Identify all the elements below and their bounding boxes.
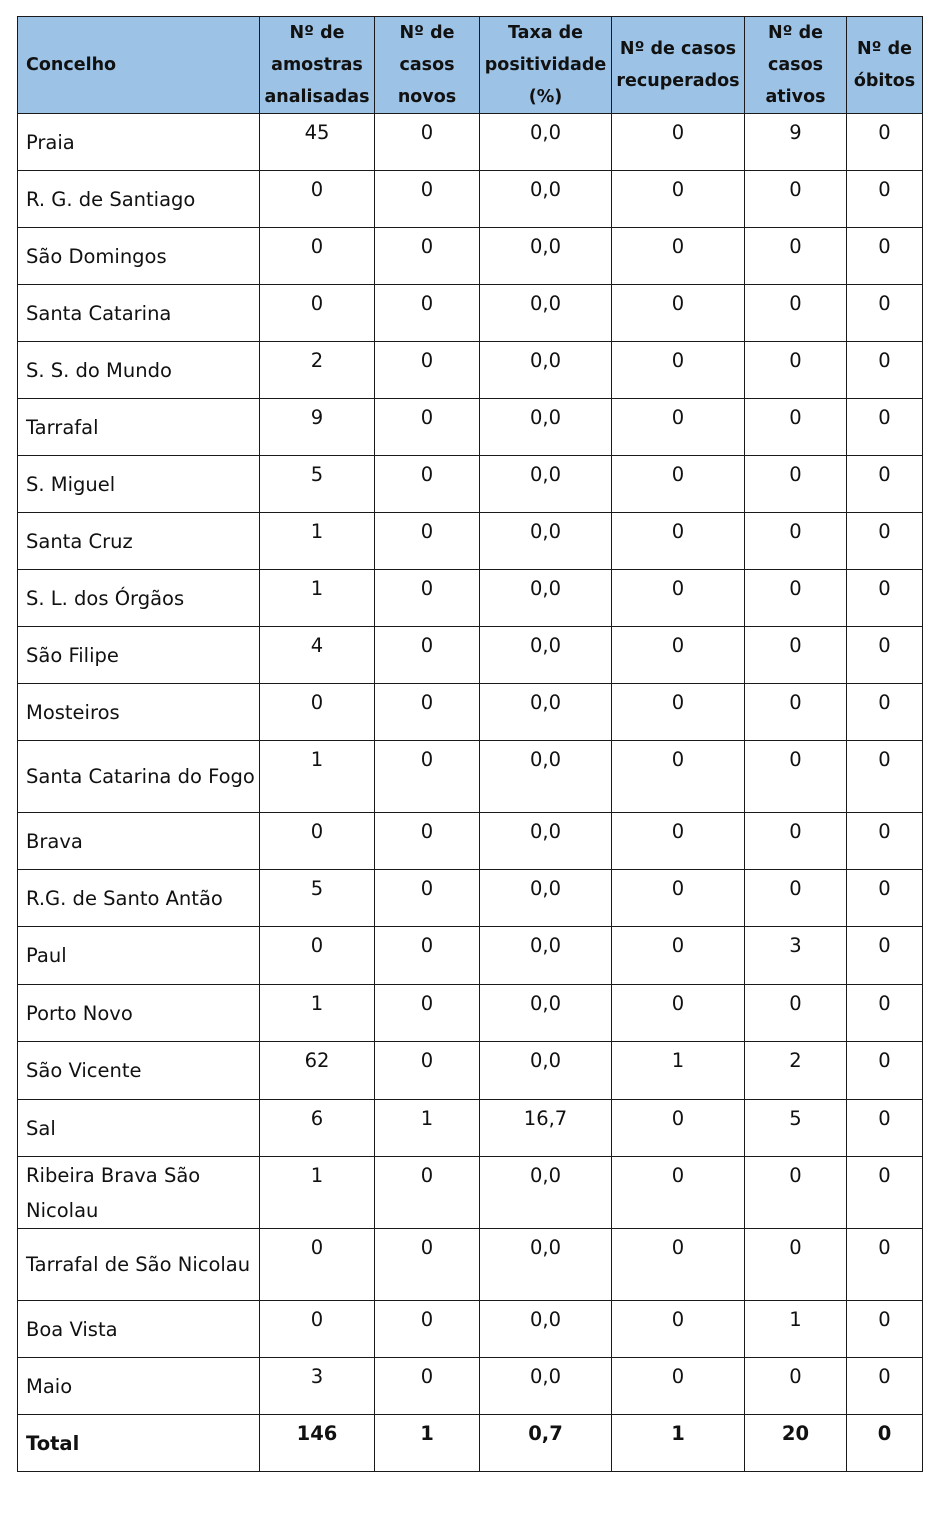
cell-amostras: 5: [260, 870, 375, 927]
cell-amostras: 1: [260, 570, 375, 627]
header-row: [18, 17, 923, 114]
cell-ativos: 0: [745, 228, 847, 285]
table-row: [18, 1229, 923, 1301]
cell-obitos: 0: [847, 1042, 923, 1100]
cell-novos: 0: [375, 171, 480, 228]
covid-stats-table: [17, 16, 923, 1472]
cell-ativos: 0: [745, 1157, 847, 1229]
cell-obitos: 0: [847, 1157, 923, 1229]
cell-concelho: Mosteiros: [18, 684, 260, 741]
cell-concelho: Ribeira Brava São Nicolau: [18, 1157, 260, 1229]
table-row: [18, 1042, 923, 1100]
cell-novos: 1: [375, 1100, 480, 1157]
cell-concelho: Praia: [18, 114, 260, 171]
cell-recuperados: 0: [612, 1100, 745, 1157]
cell-concelho: Sal: [18, 1100, 260, 1157]
cell-obitos: 0: [847, 684, 923, 741]
cell-amostras: 0: [260, 813, 375, 870]
cell-taxa: 0,0: [480, 813, 612, 870]
cell-novos: 0: [375, 627, 480, 684]
cell-concelho: R. G. de Santiago: [18, 171, 260, 228]
cell-amostras: 146: [260, 1415, 375, 1472]
cell-taxa: 0,0: [480, 927, 612, 985]
cell-recuperados: 0: [612, 684, 745, 741]
cell-ativos: 2: [745, 1042, 847, 1100]
cell-ativos: 0: [745, 1229, 847, 1301]
cell-obitos: 0: [847, 627, 923, 684]
table-row: [18, 1358, 923, 1415]
cell-obitos: 0: [847, 513, 923, 570]
cell-taxa: 0,0: [480, 1157, 612, 1229]
cell-amostras: 45: [260, 114, 375, 171]
table-row: [18, 513, 923, 570]
cell-amostras: 1: [260, 985, 375, 1042]
cell-amostras: 1: [260, 741, 375, 813]
cell-concelho: Santa Catarina: [18, 285, 260, 342]
cell-recuperados: 0: [612, 285, 745, 342]
cell-ativos: 0: [745, 342, 847, 399]
cell-recuperados: 0: [612, 1157, 745, 1229]
cell-novos: 0: [375, 114, 480, 171]
cell-novos: 0: [375, 342, 480, 399]
cell-ativos: 9: [745, 114, 847, 171]
cell-concelho: São Vicente: [18, 1042, 260, 1100]
cell-ativos: 20: [745, 1415, 847, 1472]
table-body: [18, 114, 923, 1472]
table-row: [18, 456, 923, 513]
cell-novos: 0: [375, 985, 480, 1042]
table-row: [18, 342, 923, 399]
cell-concelho: R.G. de Santo Antão: [18, 870, 260, 927]
cell-concelho: Porto Novo: [18, 985, 260, 1042]
table-row: [18, 228, 923, 285]
cell-ativos: 0: [745, 570, 847, 627]
cell-amostras: 3: [260, 1358, 375, 1415]
cell-obitos: 0: [847, 985, 923, 1042]
cell-novos: 0: [375, 1157, 480, 1229]
cell-recuperados: 0: [612, 456, 745, 513]
cell-obitos: 0: [847, 813, 923, 870]
cell-taxa: 0,7: [480, 1415, 612, 1472]
cell-ativos: 0: [745, 171, 847, 228]
cell-recuperados: 0: [612, 228, 745, 285]
cell-taxa: 0,0: [480, 684, 612, 741]
cell-novos: 0: [375, 741, 480, 813]
header-obitos: Nº de óbitos: [847, 17, 923, 114]
cell-ativos: 0: [745, 684, 847, 741]
cell-amostras: 1: [260, 513, 375, 570]
table-row: [18, 870, 923, 927]
cell-recuperados: 0: [612, 114, 745, 171]
cell-novos: 0: [375, 399, 480, 456]
cell-taxa: 0,0: [480, 570, 612, 627]
cell-concelho: Santa Cruz: [18, 513, 260, 570]
cell-novos: 0: [375, 570, 480, 627]
cell-concelho: São Filipe: [18, 627, 260, 684]
cell-concelho: Paul: [18, 927, 260, 985]
cell-obitos: 0: [847, 456, 923, 513]
cell-recuperados: 0: [612, 1301, 745, 1358]
cell-amostras: 5: [260, 456, 375, 513]
cell-amostras: 62: [260, 1042, 375, 1100]
cell-taxa: 0,0: [480, 399, 612, 456]
table-row: [18, 813, 923, 870]
cell-concelho: S. S. do Mundo: [18, 342, 260, 399]
table-header: [18, 17, 923, 114]
header-taxa-positividade: Taxa de positividade (%): [480, 17, 612, 114]
table-row: [18, 114, 923, 171]
cell-recuperados: 0: [612, 399, 745, 456]
cell-amostras: 4: [260, 627, 375, 684]
cell-amostras: 0: [260, 1229, 375, 1301]
header-casos-novos: Nº de casos novos: [375, 17, 480, 114]
cell-taxa: 0,0: [480, 171, 612, 228]
cell-ativos: 0: [745, 285, 847, 342]
cell-recuperados: 0: [612, 927, 745, 985]
table-row: [18, 1157, 923, 1229]
cell-ativos: 5: [745, 1100, 847, 1157]
cell-taxa: 0,0: [480, 1358, 612, 1415]
cell-obitos: 0: [847, 1100, 923, 1157]
cell-ativos: 0: [745, 870, 847, 927]
cell-amostras: 0: [260, 171, 375, 228]
cell-recuperados: 0: [612, 813, 745, 870]
cell-recuperados: 0: [612, 570, 745, 627]
cell-taxa: 0,0: [480, 513, 612, 570]
cell-obitos: 0: [847, 228, 923, 285]
cell-novos: 0: [375, 813, 480, 870]
cell-obitos: 0: [847, 1415, 923, 1472]
cell-obitos: 0: [847, 399, 923, 456]
cell-recuperados: 0: [612, 1229, 745, 1301]
cell-recuperados: 1: [612, 1042, 745, 1100]
cell-taxa: 0,0: [480, 285, 612, 342]
cell-taxa: 0,0: [480, 342, 612, 399]
cell-novos: 0: [375, 228, 480, 285]
cell-concelho: Tarrafal: [18, 399, 260, 456]
cell-ativos: 3: [745, 927, 847, 985]
cell-ativos: 0: [745, 741, 847, 813]
cell-amostras: 6: [260, 1100, 375, 1157]
cell-recuperados: 0: [612, 513, 745, 570]
cell-obitos: 0: [847, 171, 923, 228]
cell-concelho: Tarrafal de São Nicolau: [18, 1229, 260, 1301]
cell-novos: 0: [375, 870, 480, 927]
cell-novos: 0: [375, 1042, 480, 1100]
cell-concelho: São Domingos: [18, 228, 260, 285]
cell-novos: 0: [375, 285, 480, 342]
cell-concelho: Total: [18, 1415, 260, 1472]
cell-amostras: 0: [260, 228, 375, 285]
cell-obitos: 0: [847, 741, 923, 813]
cell-novos: 0: [375, 456, 480, 513]
table-row: [18, 399, 923, 456]
cell-amostras: 2: [260, 342, 375, 399]
cell-amostras: 0: [260, 285, 375, 342]
cell-taxa: 0,0: [480, 985, 612, 1042]
cell-ativos: 0: [745, 813, 847, 870]
cell-taxa: 0,0: [480, 870, 612, 927]
cell-amostras: 0: [260, 684, 375, 741]
cell-concelho: S. Miguel: [18, 456, 260, 513]
cell-taxa: 0,0: [480, 1229, 612, 1301]
cell-ativos: 0: [745, 1358, 847, 1415]
cell-concelho: Brava: [18, 813, 260, 870]
cell-novos: 0: [375, 513, 480, 570]
cell-obitos: 0: [847, 1301, 923, 1358]
total-row: [18, 1415, 923, 1472]
cell-ativos: 0: [745, 627, 847, 684]
cell-novos: 0: [375, 684, 480, 741]
cell-recuperados: 0: [612, 627, 745, 684]
table-row: [18, 927, 923, 985]
header-casos-recuperados: Nº de casos recuperados: [612, 17, 745, 114]
cell-recuperados: 0: [612, 741, 745, 813]
cell-novos: 0: [375, 1358, 480, 1415]
cell-ativos: 0: [745, 985, 847, 1042]
cell-taxa: 0,0: [480, 741, 612, 813]
cell-taxa: 16,7: [480, 1100, 612, 1157]
cell-obitos: 0: [847, 1229, 923, 1301]
cell-taxa: 0,0: [480, 1301, 612, 1358]
table-row: [18, 985, 923, 1042]
cell-novos: 0: [375, 1301, 480, 1358]
cell-novos: 1: [375, 1415, 480, 1472]
cell-amostras: 1: [260, 1157, 375, 1229]
header-casos-ativos: Nº de casos ativos: [745, 17, 847, 114]
table-row: [18, 1100, 923, 1157]
table-row: [18, 684, 923, 741]
header-amostras: Nº de amostras analisadas: [260, 17, 375, 114]
table-row: [18, 570, 923, 627]
cell-taxa: 0,0: [480, 1042, 612, 1100]
cell-obitos: 0: [847, 1358, 923, 1415]
table-row: [18, 1301, 923, 1358]
cell-ativos: 0: [745, 456, 847, 513]
table-row: [18, 171, 923, 228]
cell-recuperados: 1: [612, 1415, 745, 1472]
cell-obitos: 0: [847, 570, 923, 627]
cell-recuperados: 0: [612, 870, 745, 927]
cell-obitos: 0: [847, 870, 923, 927]
cell-concelho: Maio: [18, 1358, 260, 1415]
table-row: [18, 741, 923, 813]
table-row: [18, 285, 923, 342]
cell-obitos: 0: [847, 114, 923, 171]
cell-amostras: 9: [260, 399, 375, 456]
cell-ativos: 0: [745, 513, 847, 570]
cell-ativos: 0: [745, 399, 847, 456]
cell-novos: 0: [375, 1229, 480, 1301]
cell-recuperados: 0: [612, 342, 745, 399]
cell-recuperados: 0: [612, 985, 745, 1042]
cell-recuperados: 0: [612, 171, 745, 228]
cell-obitos: 0: [847, 285, 923, 342]
cell-recuperados: 0: [612, 1358, 745, 1415]
cell-taxa: 0,0: [480, 114, 612, 171]
cell-concelho: S. L. dos Órgãos: [18, 570, 260, 627]
cell-ativos: 1: [745, 1301, 847, 1358]
cell-taxa: 0,0: [480, 456, 612, 513]
cell-obitos: 0: [847, 927, 923, 985]
cell-taxa: 0,0: [480, 228, 612, 285]
cell-concelho: Santa Catarina do Fogo: [18, 741, 260, 813]
cell-concelho: Boa Vista: [18, 1301, 260, 1358]
cell-obitos: 0: [847, 342, 923, 399]
cell-taxa: 0,0: [480, 627, 612, 684]
cell-amostras: 0: [260, 927, 375, 985]
table-row: [18, 627, 923, 684]
header-concelho: Concelho: [18, 17, 260, 114]
cell-novos: 0: [375, 927, 480, 985]
cell-amostras: 0: [260, 1301, 375, 1358]
